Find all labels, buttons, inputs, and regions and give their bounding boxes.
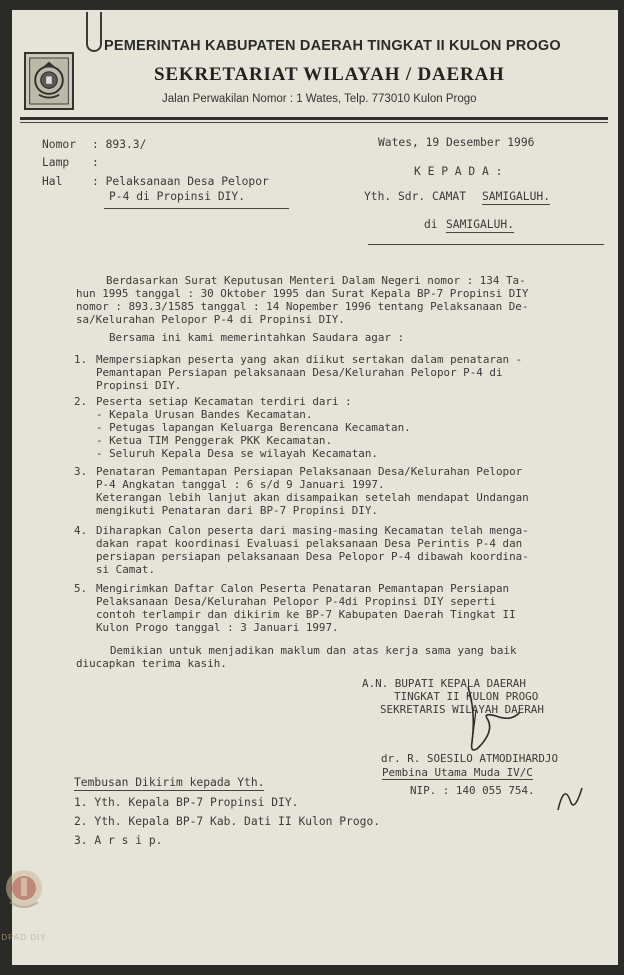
handwritten-signature	[448, 682, 538, 762]
signature-line-2: TINGKAT II KULON PROGO	[394, 690, 539, 703]
nomor-label: Nomor	[42, 138, 77, 151]
hal-value-line2: P-4 di Propinsi DIY.	[109, 190, 246, 203]
item-5-line-2: Pelaksanaan Desa/Kelurahan Pelopor P-4di Propinsi DIY seperti	[96, 595, 496, 608]
closing-line-2: diucapkan terima kasih.	[76, 657, 227, 670]
recipient-underline	[368, 244, 604, 245]
signatory-rank: Pembina Utama Muda IV/C	[382, 766, 533, 779]
kepada-heading: K E P A D A :	[414, 165, 503, 178]
recipient-title: Yth. Sdr. CAMAT	[364, 190, 467, 203]
intro-line-1: Berdasarkan Surat Keputusan Menteri Dalam Negeri nomor : 134 Ta-	[106, 274, 526, 287]
item-2-line-1: Peserta setiap Kecamatan terdiri dari :	[96, 395, 352, 408]
signature-line-3: SEKRETARIS WILAYAH DAERAH	[380, 703, 544, 716]
item-3-line-1: Penataran Pemantapan Persiapan Pelaksanaan Desa/Kelurahan Pelopor	[96, 465, 523, 478]
item-number: 2.	[74, 395, 88, 408]
recipient-di: di	[424, 218, 438, 231]
item-5-line-1: Mengirimkan Daftar Calon Peserta Penataran Pemantapan Persiapan	[96, 582, 510, 595]
item-number: 1.	[74, 353, 88, 366]
lamp-value: :	[92, 156, 99, 169]
letterhead-office: SEKRETARIAT WILAYAH / DAERAH	[154, 64, 505, 85]
item-2-line-3: - Petugas lapangan Keluarga Berencana Kecamatan.	[96, 421, 411, 434]
intro-line-2: hun 1995 tanggal : 30 Oktober 1995 dan Surat Kepala BP-7 Propinsi DIY	[76, 287, 529, 300]
initial-paraf	[552, 780, 588, 820]
tembusan-item-1: 1. Yth. Kepala BP-7 Propinsi DIY.	[74, 796, 299, 809]
item-4-line-3: persiapan persiapan pelaksanaan Desa Pelopor P-4 dibawah koordina-	[96, 550, 529, 563]
item-4-line-2: dakan rapat koordinasi Evaluasi pelaksanaan Desa Perintis P-4 dan	[96, 537, 523, 550]
item-4-line-1: Diharapkan Calon peserta dari masing-masing Kecamatan telah menga-	[96, 524, 529, 537]
letterhead-rule-thick	[20, 117, 608, 120]
regency-emblem-logo	[24, 52, 74, 110]
letter-page	[12, 10, 618, 965]
item-3-line-4: mengikuti Penataran dari BP-7 Propinsi DIY.	[96, 504, 378, 517]
nomor-value: : 893.3/	[92, 138, 147, 151]
tembusan-title: Tembusan Dikirim kepada Yth.	[74, 776, 265, 789]
signatory-nip: NIP. : 140 055 754.	[410, 784, 535, 797]
letterhead-government: PEMERINTAH KABUPATEN DAERAH TINGKAT II KULON PROGO	[104, 38, 561, 54]
letterhead-rule-thin	[20, 122, 608, 123]
item-5-line-4: Kulon Progo tanggal : 3 Januari 1997.	[96, 621, 339, 634]
signatory-name: dr. R. SOESILO ATMODIHARDJO	[381, 752, 559, 765]
intro-line-3: nomor : 893.3/1585 tanggal : 14 Nopember 1996 tentang Pelaksanaan De-	[76, 300, 529, 313]
closing-line-1: Demikian untuk menjadikan maklum dan atas kerja sama yang baik	[110, 644, 517, 657]
letterhead-address: Jalan Perwakilan Nomor : 1 Wates, Telp. 773010 Kulon Progo	[162, 93, 477, 105]
item-number: 4.	[74, 524, 88, 537]
item-3-line-3: Keterangan lebih lanjut akan disampaikan setelah mendapat Undangan	[96, 491, 529, 504]
item-1-line-2: Pemantapan Persiapan pelaksanaan Desa/Kelurahan Pelopor P-4 di	[96, 366, 503, 379]
paper-clip-mark	[86, 12, 102, 52]
instruction-line: Bersama ini kami memerintahkan Saudara agar :	[109, 331, 405, 344]
intro-line-4: sa/Kelurahan Pelopor P-4 di Propinsi DIY.	[76, 313, 345, 326]
item-4-line-4: si Camat.	[96, 563, 156, 576]
archive-emblem-icon	[0, 862, 48, 932]
item-2-line-2: - Kepala Urusan Bandes Kecamatan.	[96, 408, 313, 421]
item-number: 3.	[74, 465, 88, 478]
item-number: 5.	[74, 582, 88, 595]
item-3-line-2: P-4 Angkatan tanggal : 6 s/d 9 Januari 1997.	[96, 478, 385, 491]
recipient-place: SAMIGALUH.	[446, 218, 515, 231]
recipient-name: SAMIGALUH.	[482, 190, 551, 203]
item-1-line-3: Propinsi DIY.	[96, 379, 182, 392]
archive-watermark-stamp	[0, 862, 48, 946]
item-1-line-1: Mempersiapkan peserta yang akan diikut sertakan dalam penataran -	[96, 353, 523, 366]
signature-line-1: A.N. BUPATI KEPALA DAERAH	[362, 677, 526, 690]
hal-value-line1: : Pelaksanaan Desa Pelopor	[92, 175, 269, 188]
tembusan-item-2: 2. Yth. Kepala BP-7 Kab. Dati II Kulon Progo.	[74, 815, 381, 828]
place-date: Wates, 19 Desember 1996	[378, 136, 535, 149]
item-2-line-4: - Ketua TIM Penggerak PKK Kecamatan.	[96, 434, 333, 447]
lamp-label: Lamp	[42, 156, 70, 169]
item-2-line-5: - Seluruh Kepala Desa se wilayah Kecamatan.	[96, 447, 378, 460]
hal-label: Hal	[42, 175, 63, 188]
tembusan-item-3: 3. A r s i p.	[74, 834, 163, 847]
item-5-line-3: contoh terlampir dan dikirim ke BP-7 Kabupaten Daerah Tingkat II	[96, 608, 516, 621]
archive-stamp-text: DPAD DIY	[1, 933, 47, 942]
hal-underline	[104, 208, 289, 209]
